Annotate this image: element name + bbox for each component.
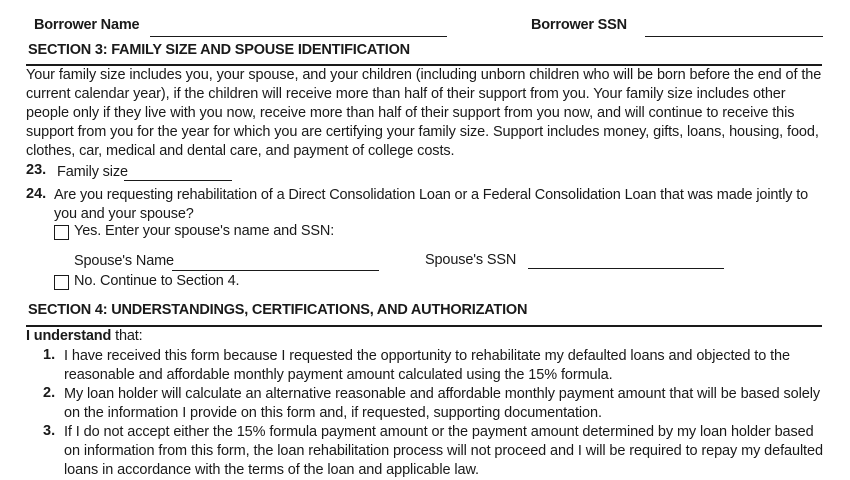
spouse-name-field[interactable]	[172, 270, 379, 271]
q24-number: 24.	[26, 186, 47, 202]
item-number: 2.	[43, 385, 56, 401]
spouse-ssn-field[interactable]	[528, 268, 724, 269]
spouse-ssn-label: Spouse's SSN	[425, 252, 517, 268]
yes-label: Yes. Enter your spouse's name and SSN:	[74, 223, 335, 239]
section4-title: SECTION 4: UNDERSTANDINGS, CERTIFICATIONS, AND AUTHORIZATION	[28, 302, 528, 318]
understand-lead-rest: that:	[111, 328, 143, 344]
understand-lead	[26, 327, 143, 346]
section3-title: SECTION 3: FAMILY SIZE AND SPOUSE IDENTIFICATION	[28, 42, 410, 58]
q23-label: Family size	[57, 164, 128, 180]
list-item: I have received this form because I requested the opportunity to rehabilitate my defaulted loans and objected to the reasonable and affordable monthly payment amount calculated using the 15% formula.	[64, 348, 790, 383]
borrower-name-field[interactable]	[150, 36, 447, 37]
q23-number: 23.	[26, 162, 47, 178]
section3-intro: Your family size includes you, your spouse, and your children (including unborn children who will be born before the end of the current calendar year), if the children will receive more than half of their support from you. Your family size includes other people only if they live with you now, receive more than half of their support from you now, and will continue to receive this support from you for the year for which you are certifying your family size. Support includes money, gifts, loans, housing, food, clothes, car, medical and dental care, and payment of college costs.	[26, 67, 822, 159]
no-label: No. Continue to Section 4.	[74, 273, 240, 289]
borrower-ssn-field[interactable]	[645, 36, 823, 37]
understand-lead-bold: I understand	[26, 328, 112, 344]
family-size-field[interactable]	[124, 180, 232, 181]
item-number: 1.	[43, 347, 56, 363]
no-checkbox[interactable]	[54, 275, 69, 290]
section4-divider	[26, 325, 822, 327]
yes-checkbox[interactable]	[54, 225, 69, 240]
borrower-ssn-label: Borrower SSN	[531, 17, 627, 33]
list-item: If I do not accept either the 15% formula payment amount or the payment amount determined by my loan holder based on information from this form, the loan rehabilitation process will not proceed and I will be required to repay my defaulted loans in accordance with the terms of the loan and applicable law.	[64, 424, 823, 478]
q24-text: Are you requesting rehabilitation of a Direct Consolidation Loan or a Federal Consolidation Loan that was made jointly to you and your spouse?	[54, 187, 809, 222]
item-number: 3.	[43, 423, 56, 439]
borrower-name-label: Borrower Name	[34, 17, 140, 33]
spouse-name-label: Spouse's Name	[74, 253, 174, 269]
list-item: My loan holder will calculate an alternative reasonable and affordable monthly payment amount that will be based solely on the information I provide on this form and, if requested, supporting documentation.	[64, 386, 820, 421]
